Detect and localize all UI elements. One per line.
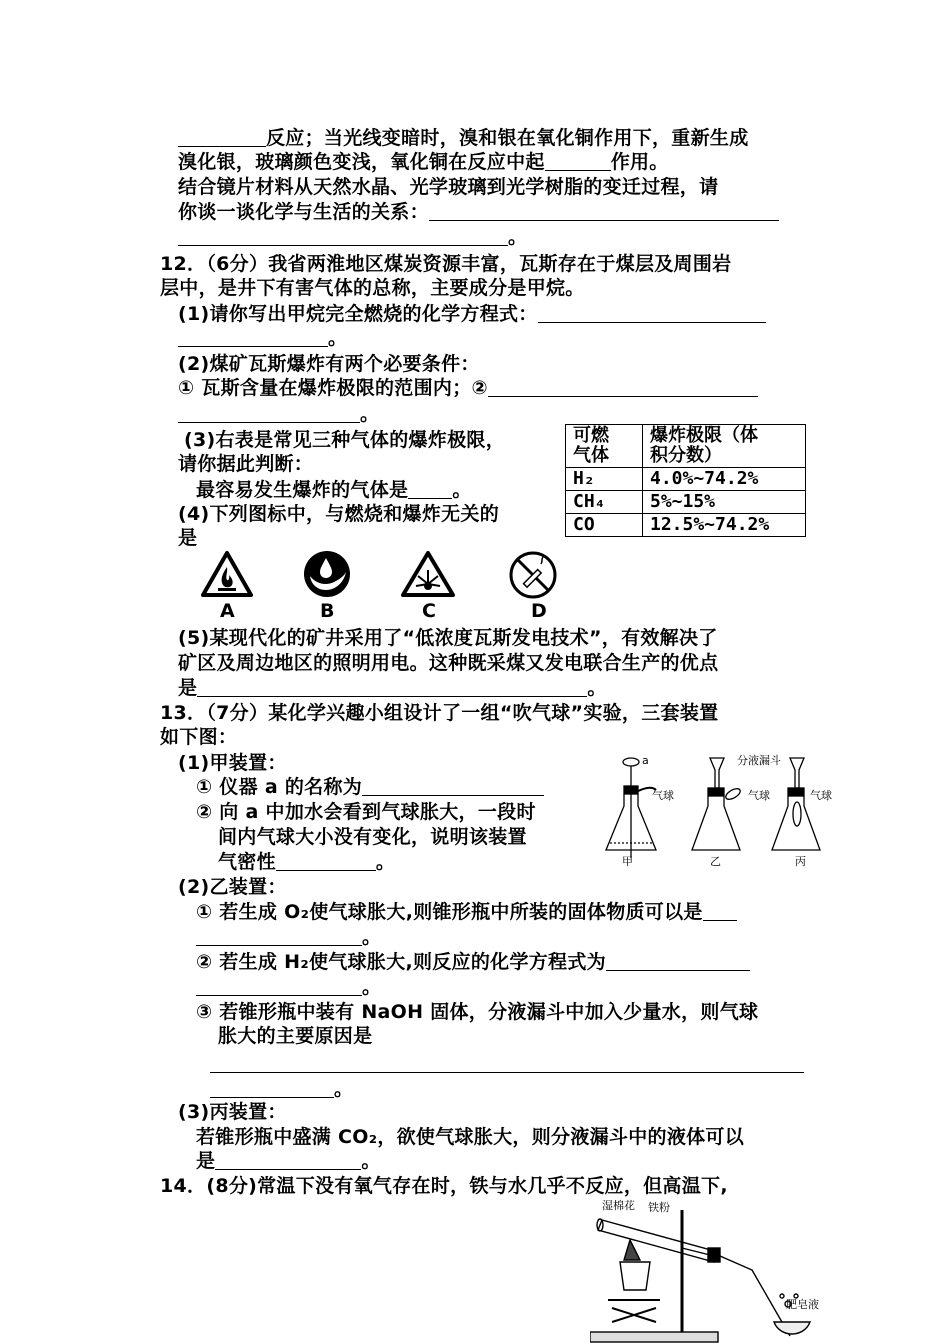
answer-blank[interactable] xyxy=(429,202,779,221)
text-line: 层中，是井下有害气体的总称，主要成分是甲烷。 xyxy=(160,277,585,299)
sign-label: C xyxy=(422,600,436,622)
text-line xyxy=(196,975,381,999)
text-line: (5)某现代化的矿井采用了“低浓度瓦斯发电技术”，有效解决了 xyxy=(178,627,718,649)
text: 。 xyxy=(360,403,380,425)
text: 可燃 xyxy=(573,425,609,446)
text: 气密性 xyxy=(218,851,276,873)
text-line xyxy=(178,150,669,174)
answer-blank[interactable] xyxy=(703,902,737,921)
text-line: ② 向 a 中加水会看到气球胀大，一段时 xyxy=(196,801,536,823)
text: 。 xyxy=(361,1150,381,1172)
table-header-cell xyxy=(643,425,806,468)
text-line xyxy=(196,775,544,799)
answer-blank[interactable] xyxy=(210,1079,334,1098)
table-cell: 12.5%~74.2% xyxy=(643,514,806,537)
question-12-stem: 12．（6分）我省两淮地区煤炭资源丰富，瓦斯存在于煤层及周围岩 xyxy=(160,253,732,275)
answer-blank[interactable] xyxy=(276,852,376,871)
answer-blank[interactable] xyxy=(488,378,758,397)
text-line xyxy=(178,126,749,150)
text: ② 若生成 H₂使气球胀大,则反应的化学方程式为 xyxy=(196,951,606,973)
text-line: 结合镜片材料从天然水晶、光学玻璃到光学树脂的变迁过程，请 xyxy=(178,176,719,198)
text: 。 xyxy=(508,226,528,248)
text: 积分数） xyxy=(650,445,722,466)
question-13-stem: 13．（7分）某化学兴趣小组设计了一组“吹气球”实验，三套装置 xyxy=(160,702,719,724)
text-line: ③ 若锥形瓶中装有 NaOH 固体，分液漏斗中加入少量水，则气球 xyxy=(196,1001,759,1023)
answer-blank[interactable] xyxy=(362,777,544,796)
figure-label: 气球 xyxy=(810,789,832,802)
text: 是 xyxy=(196,1150,216,1172)
text-line: (3)丙装置： xyxy=(178,1101,287,1123)
answer-blank[interactable] xyxy=(178,404,360,423)
table-row xyxy=(566,491,806,514)
answer-blank[interactable] xyxy=(408,480,452,499)
text: 溴化银，玻璃颜色变浅，氧化铜在反应中起 xyxy=(178,151,545,173)
text-line: (4)下列图标中，与燃烧和爆炸无关的 xyxy=(178,503,499,525)
figure-label: 铁粉 xyxy=(648,1201,670,1214)
table-cell: CH₄ xyxy=(566,491,643,514)
figure-label: 气球 xyxy=(652,789,674,802)
text: 。 xyxy=(362,976,382,998)
text-line xyxy=(210,1077,353,1101)
answer-blank[interactable] xyxy=(545,152,611,171)
text-line xyxy=(196,478,472,502)
text: ① 仪器 a 的名称为 xyxy=(196,776,363,798)
figure-label: 分液漏斗 xyxy=(737,754,781,767)
explosive-warning-icon xyxy=(400,550,456,598)
text-line xyxy=(210,1052,804,1076)
text-line: (1)甲装置： xyxy=(178,752,287,774)
text-line xyxy=(178,402,379,426)
answer-blank[interactable] xyxy=(178,328,328,347)
answer-blank[interactable] xyxy=(178,128,266,147)
answer-blank[interactable] xyxy=(196,927,362,946)
text: 。 xyxy=(452,479,472,501)
answer-blank[interactable] xyxy=(606,952,750,971)
answer-blank[interactable] xyxy=(538,304,766,323)
text-line: (2)煤矿瓦斯爆炸有两个必要条件： xyxy=(178,353,480,375)
iron-steam-apparatus-figure xyxy=(590,1200,850,1344)
text-line: 若锥形瓶中盛满 CO₂，欲使气球胀大，则分液漏斗中的液体可以 xyxy=(196,1126,745,1148)
figure-label: 气球 xyxy=(748,789,770,802)
text-line: (3)右表是常见三种气体的爆炸极限， xyxy=(184,429,505,451)
answer-blank[interactable] xyxy=(210,1054,804,1073)
sign-label: D xyxy=(531,600,547,622)
sign-label: B xyxy=(320,600,335,622)
figure-label: a xyxy=(642,754,649,767)
text: 。 xyxy=(328,327,348,349)
text-line xyxy=(196,925,381,949)
text: ① 瓦斯含量在爆炸极限的范围内；② xyxy=(178,377,488,399)
table-header-row xyxy=(566,425,806,468)
text-line xyxy=(196,900,737,924)
text-line: 请你据此判断： xyxy=(178,453,314,475)
text: 作用。 xyxy=(610,151,669,173)
table-cell: 5%~15% xyxy=(643,491,806,514)
text: 反应；当光线变暗时，溴和银在氧化铜作用下，重新生成 xyxy=(266,127,749,149)
text: 。 xyxy=(334,1078,354,1100)
text: 最容易发生爆炸的气体是 xyxy=(196,479,409,501)
table-cell: CO xyxy=(566,514,643,537)
text: ① 若生成 O₂使气球胀大,则锥形瓶中所装的固体物质可以是 xyxy=(196,901,703,923)
water-saving-icon xyxy=(302,550,352,598)
text-line xyxy=(196,1149,381,1173)
text-line xyxy=(178,200,779,224)
table-cell: 4.0%~74.2% xyxy=(643,468,806,491)
text-line: 矿区及周边地区的照明用电。这种既采煤又发电联合生产的优点 xyxy=(178,652,719,674)
figure-label: 湿棉花 xyxy=(602,1199,635,1212)
text: 。 xyxy=(362,926,382,948)
table-cell: H₂ xyxy=(566,468,643,491)
text-line xyxy=(178,326,347,350)
text: 你谈一谈化学与生活的关系： xyxy=(178,201,429,223)
text-line: 胀大的主要原因是 xyxy=(218,1025,373,1047)
text-line xyxy=(178,225,527,249)
table-row xyxy=(566,468,806,491)
figure-label: 丙 xyxy=(795,855,806,868)
text: 。 xyxy=(587,677,607,699)
text: 爆炸极限（体 xyxy=(650,425,758,446)
figure-label: 乙 xyxy=(710,855,721,868)
answer-blank[interactable] xyxy=(196,977,362,996)
no-smoking-icon xyxy=(508,550,558,600)
figure-label: 甲 xyxy=(622,855,633,868)
text-line xyxy=(178,376,758,400)
table-header-cell xyxy=(566,425,643,468)
question-14-stem: 14．(8分)常温下没有氧气存在时，铁与水几乎不反应，但高温下, xyxy=(160,1175,728,1197)
text-line xyxy=(218,850,395,874)
text-line: 间内气球大小没有变化，说明该装置 xyxy=(218,826,527,848)
text: 气体 xyxy=(573,445,609,466)
answer-blank[interactable] xyxy=(178,227,508,246)
text-line: 如下图： xyxy=(160,726,238,748)
answer-blank[interactable] xyxy=(215,1151,361,1170)
answer-blank[interactable] xyxy=(197,678,587,697)
text-line: 是 xyxy=(178,527,198,549)
text-line xyxy=(196,950,750,974)
text-line xyxy=(178,302,766,326)
flammable-warning-icon xyxy=(200,550,254,598)
sign-label: A xyxy=(220,600,235,622)
text-line xyxy=(178,676,607,700)
text: 。 xyxy=(375,851,396,873)
table-row xyxy=(566,514,806,537)
figure-label: 肥皂液 xyxy=(786,1298,819,1311)
text-line: (2)乙装置： xyxy=(178,876,287,898)
text: (1)请你写出甲烷完全燃烧的化学方程式： xyxy=(178,303,538,325)
explosion-limit-table xyxy=(565,424,806,537)
text: 是 xyxy=(178,677,198,699)
